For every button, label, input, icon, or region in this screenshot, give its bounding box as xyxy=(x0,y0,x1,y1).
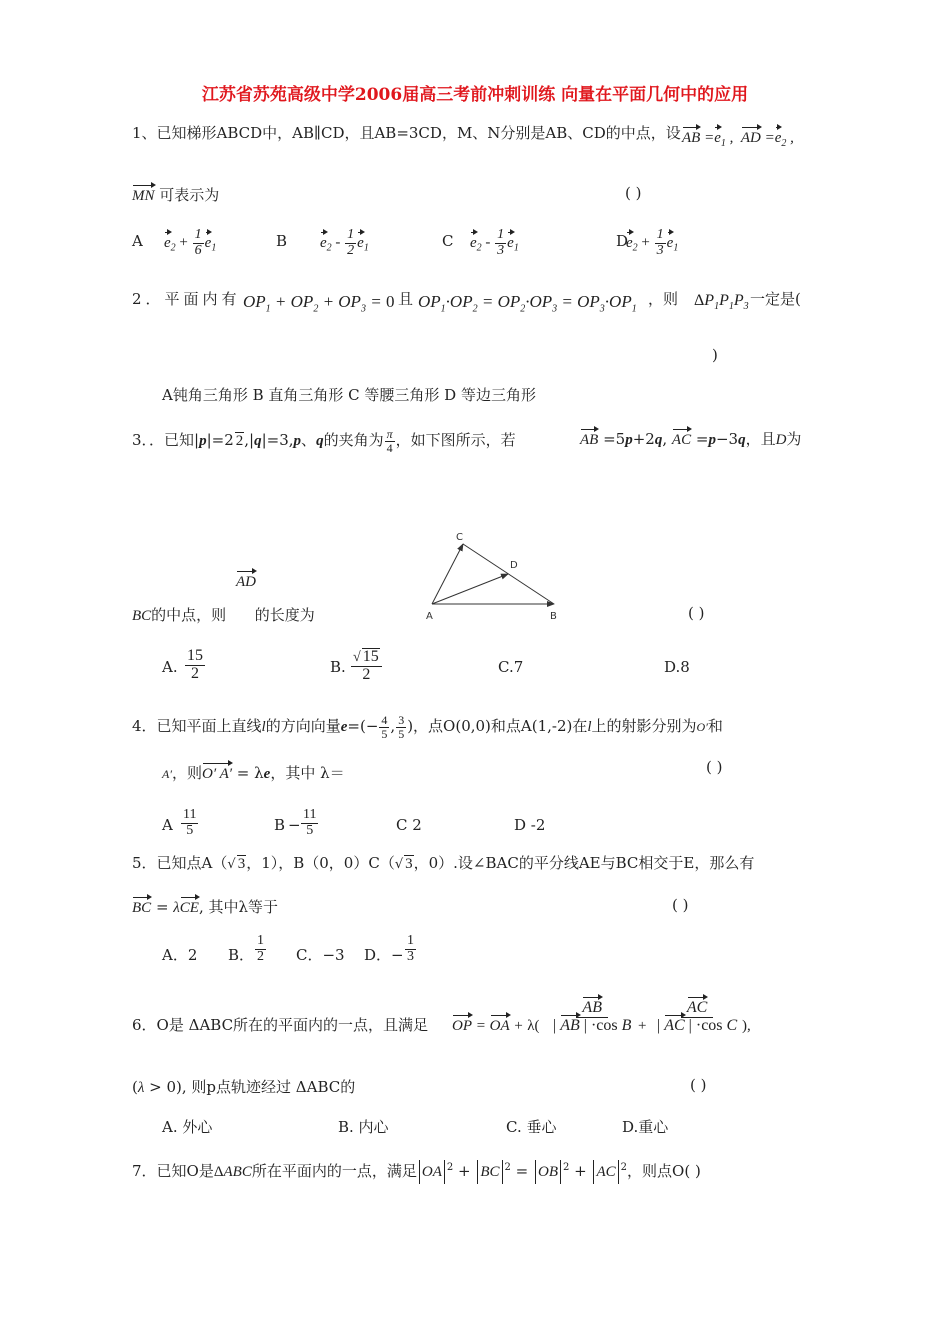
label-d: D xyxy=(510,560,518,571)
question-5-text: 5．已知点A（√ 3，1），B（0，0）C（√ 3，0）.设∠BAC的平分线AE与BC相交于E，那么有 xyxy=(132,854,755,872)
q1-formula-ab: AB $=e_1$ , AD $=e_2$ , xyxy=(682,130,794,149)
segment-cb xyxy=(463,544,554,604)
q2-close-paren: ) xyxy=(712,346,718,364)
q2-formula-dot: $OP_1\cdot OP_2 = OP_2\cdot OP_3 = OP_3\cdot OP_1$ xyxy=(418,292,637,315)
question-7-text: 7．已知O是ΔABC所在平面内的一点，满足 OA $^2$ + BC $^2$ = OB $^2$ + AC $^2$，则点O( ) xyxy=(132,1160,701,1184)
q2-formula-sum: $OP_1 + OP_2 + OP_3 = 0$ xyxy=(243,292,395,315)
q6-answer-paren: ( ) xyxy=(690,1076,707,1094)
q3-answer-paren: ( ) xyxy=(688,604,705,622)
q2-options: A钝角三角形 B 直角三角形 C 等腰三角形 D 等边三角形 xyxy=(162,386,536,404)
question-4-text: 4．已知平面上直线l的方向向量e=(− $\frac{4}{5}$ , $\frac{3}{5}$ )，点O(0,0)和点A(1,-2)在l上的射影分别为O′和 xyxy=(132,713,723,741)
label-a: A xyxy=(426,611,433,622)
q1-answer-paren: ( ) xyxy=(625,184,642,202)
segment-ac xyxy=(432,544,463,604)
q2-tail: 一定是( xyxy=(750,290,801,308)
q5-line2: BC = λCE, 其中λ等于 xyxy=(132,898,279,916)
question-3-text: 3．．已知|p|=2 2,|q|=3,p、q的夹角为 $\frac{\pi}{4}$ ，如下图所示，若 xyxy=(132,427,516,455)
q5-answer-paren: ( ) xyxy=(672,896,689,914)
q4-answer-paren: ( ) xyxy=(706,758,723,776)
label-b: B xyxy=(550,611,557,622)
q3-vector-ad: AD xyxy=(236,574,256,590)
question-2-text: 2．平面内有 xyxy=(132,290,241,308)
q3-line2: BC的中点，则 的长度为 xyxy=(132,606,315,624)
label-c: C xyxy=(456,532,463,543)
segment-ad xyxy=(432,574,508,604)
q2-then: ，则 xyxy=(648,290,679,308)
question-1-text: 1、已知梯形ABCD中，AB∥CD，且AB=3CD，M、N分别是AB、CD的中点，设 xyxy=(132,124,681,142)
q4-line2: A′，则O′ A′ = λe，其中 λ＝ xyxy=(162,764,345,782)
question-6-text: 6．O是 ΔABC所在的平面内的一点，且满足 xyxy=(132,1016,429,1034)
q3-formula: AB =5p+2q, AC =p−3q，且D为 xyxy=(580,430,802,448)
q3-triangle-figure xyxy=(418,528,568,624)
q2-and: 且 xyxy=(398,290,414,308)
page-title: 江苏省苏苑高级中学2006届高三考前冲刺训练 向量在平面几何中的应用 xyxy=(201,85,749,105)
q6-line2: (λ > 0), 则p点轨迹经过 ΔABC的 xyxy=(132,1078,356,1096)
q2-triangle: $\Delta P_1P_1P_3$ xyxy=(694,292,749,313)
q1-line2: MN 可表示为 xyxy=(132,186,220,204)
